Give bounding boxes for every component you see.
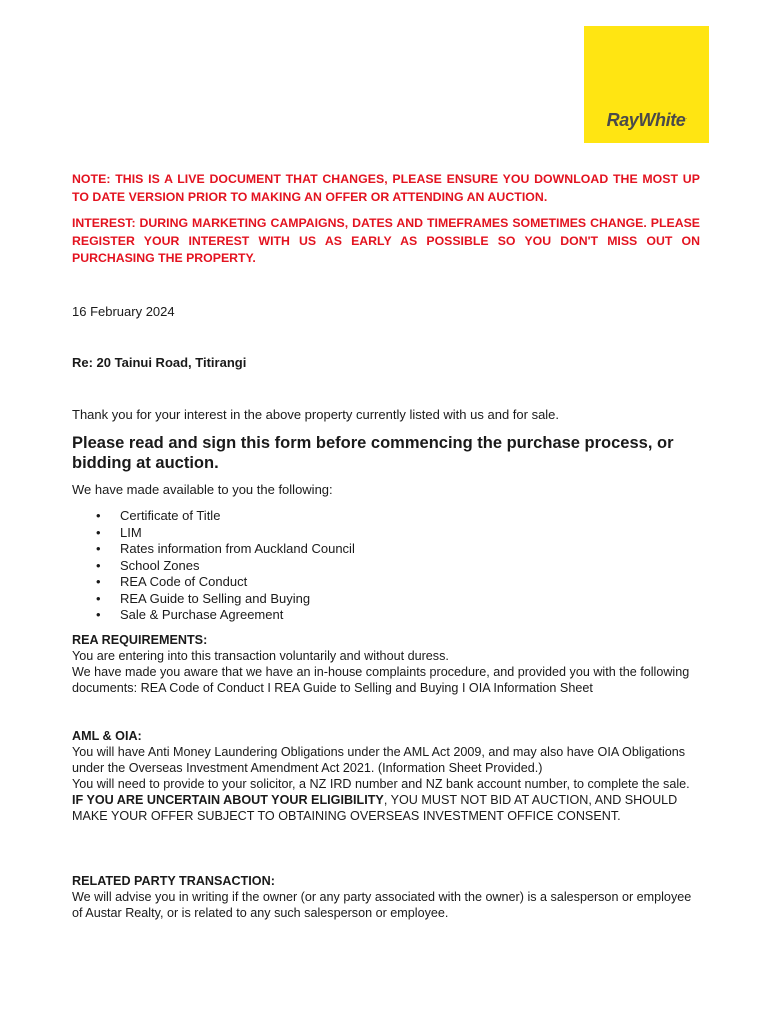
list-item: • Rates information from Auckland Council [72,541,355,558]
section-title: AML & OIA: [72,729,142,743]
list-item: • LIM [72,525,355,542]
list-item: • Certificate of Title [72,508,355,525]
list-item: • School Zones [72,558,355,575]
interest-notice: INTEREST: DURING MARKETING CAMPAIGNS, DATES AND TIMEFRAMES SOMETIMES CHANGE. PLEASE REGISTER YOUR INTEREST WITH US AS EARLY AS POSSIBLE SO YOU DON'T MISS OUT ON PURCHASING THE PROPERTY. [72,216,700,265]
related-party-section [72,873,700,921]
made-available-line: We have made available to you the following: [72,482,333,497]
section-text: You will have Anti Money Laundering Obligations under the AML Act 2009, and may also have OIA Obligations under the Overseas Investment Amendment Act 2021. (Information Sheet Provided.) [72,745,686,775]
section-title: RELATED PARTY TRANSACTION: [72,874,275,888]
eligibility-warning [72,792,700,824]
aml-oia-section [72,728,700,824]
letter-date: 16 February 2024 [72,304,175,319]
form-heading: Please read and sign this form before commencing the purchase process, or bidding at auction. [72,434,674,472]
ray-white-logo [584,26,709,143]
section-text: We have made you aware that we have an in-house complaints procedure, and provided you with the following documents: REA Code of Conduct I REA Guide to Selling and Buying I OIA Information Sheet [72,665,690,695]
list-item: • Sale & Purchase Agreement [72,607,355,624]
property-reference: Re: 20 Tainui Road, Titirangi [72,355,247,370]
rea-requirements-section [72,632,700,696]
section-text: We will advise you in writing if the owner (or any party associated with the owner) is a salesperson or employee of Austar Realty, or is related to any such salesperson or employee. [72,890,692,920]
document-body [72,171,700,920]
warning-rest: , YOU MUST NOT BID AT AUCTION, AND SHOULD MAKE YOUR OFFER SUBJECT TO OBTAINING OVERSEAS INVESTMENT OFFICE CONSENT. [72,793,678,823]
section-text: You are entering into this transaction voluntarily and without duress. [72,649,449,663]
documents-list [72,508,355,624]
thank-you-line: Thank you for your interest in the above property currently listed with us and for sale. [72,407,560,422]
list-item: • REA Guide to Selling and Buying [72,591,355,608]
warning-bold: IF YOU ARE UNCERTAIN ABOUT YOUR ELIGIBILITY [72,793,384,807]
live-document-note: NOTE: THIS IS A LIVE DOCUMENT THAT CHANGES, PLEASE ENSURE YOU DOWNLOAD THE MOST UP TO DATE VERSION PRIOR TO MAKING AN OFFER OR ATTENDING AN AUCTION. [72,172,700,204]
logo-wordmark: RayWhite. [606,110,687,130]
section-title: REA REQUIREMENTS: [72,633,208,647]
list-item: • REA Code of Conduct [72,574,355,591]
section-text: You will need to provide to your solicitor, a NZ IRD number and NZ bank account number, to complete the sale. [72,777,690,791]
